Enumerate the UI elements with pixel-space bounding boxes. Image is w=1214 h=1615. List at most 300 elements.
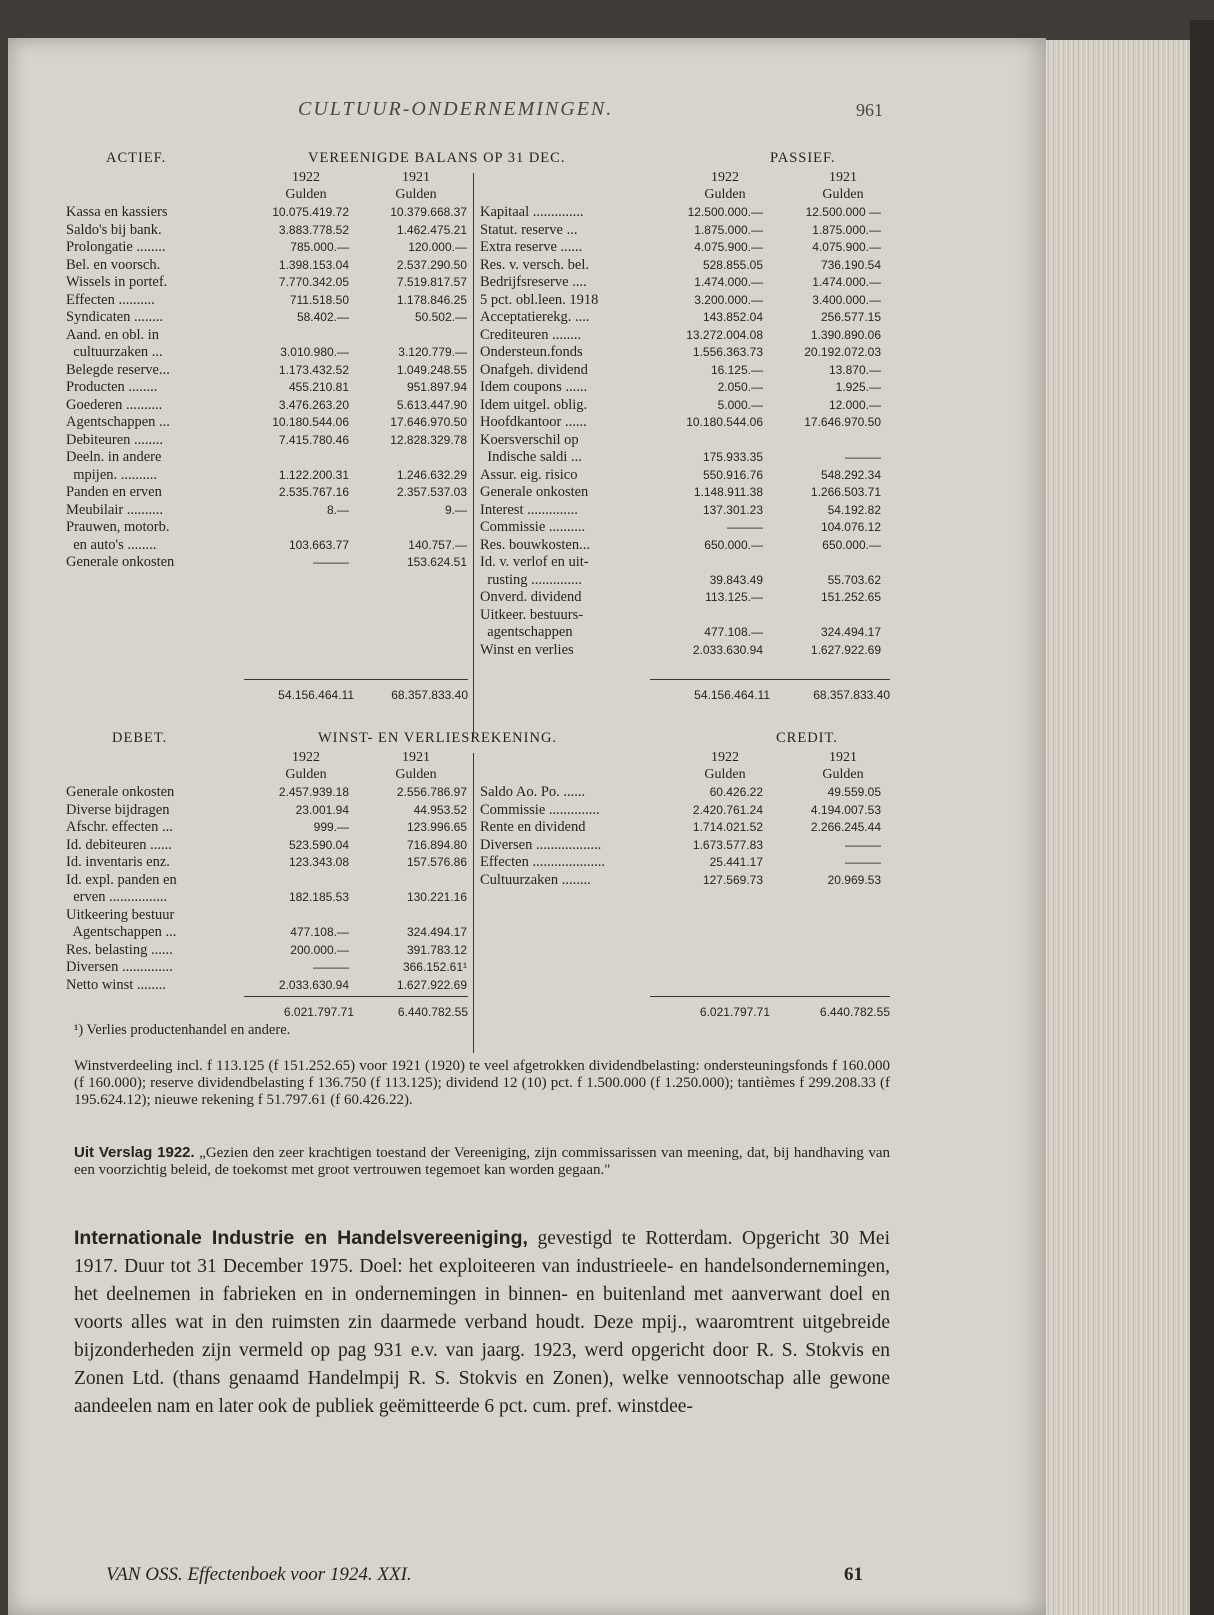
credit-row-value-1921: 4.194.007.53: [810, 802, 881, 817]
asset-row-value-1921: 2.537.290.50: [396, 257, 467, 272]
liability-row-label: Statut. reserve ...: [480, 221, 578, 238]
liability-row-label: Res. v. versch. bel.: [480, 256, 589, 273]
asset-row-value-1922: 785.000.—: [290, 240, 349, 254]
liability-row-value-1922: [658, 554, 763, 572]
debit-row-label: Netto winst ........: [66, 976, 166, 993]
debit-row: [66, 837, 467, 855]
pl-right-heading: CREDIT.: [776, 730, 838, 746]
pl-year-1921-left: 1921: [402, 750, 430, 765]
debit-row-label: Res. belasting ......: [66, 941, 173, 958]
asset-row-value-1922: 3.883.778.52: [278, 222, 349, 237]
liability-row: [480, 344, 881, 362]
liability-row: [480, 309, 881, 327]
debit-row: [66, 924, 467, 942]
liability-row-label: Ondersteun.fonds: [480, 344, 583, 360]
debit-row: [66, 854, 467, 872]
liability-row: [480, 589, 881, 607]
asset-row-value-1922: 7.770.342.05: [278, 275, 349, 289]
liability-row: [480, 449, 881, 467]
liability-row: [480, 239, 881, 257]
balance-unit-left-2: Gulden: [395, 187, 437, 202]
credit-row-value-1922: 60.426.22: [709, 785, 763, 799]
debit-row: [66, 784, 467, 802]
liability-row-value-1921: 4.075.900.—: [812, 240, 881, 254]
debit-row-label: Diversen ..............: [66, 959, 173, 975]
asset-row: [66, 467, 467, 485]
debit-row-value-1921: [349, 907, 467, 925]
credit-row-value-1921: 49.559.05: [827, 785, 881, 799]
balance-divider: [473, 173, 474, 738]
liability-row-value-1921: 17.646.970.50: [804, 415, 881, 429]
asset-row-label: Agentschappen ...: [66, 414, 170, 430]
liability-row-value-1921: 13.870.—: [828, 362, 881, 377]
debit-row-value-1922: 477.108.—: [290, 925, 349, 939]
liability-row-value-1922: 550.916.76: [702, 467, 763, 482]
liability-row-value-1922: 175.933.35: [702, 450, 763, 464]
asset-row: [66, 449, 467, 467]
liability-row: [480, 572, 881, 590]
asset-row-value-1921: 1.462.475.21: [396, 222, 467, 237]
debit-row: [66, 942, 467, 960]
asset-row: [66, 554, 467, 572]
debit-row-label: erven ................: [66, 889, 168, 905]
debit-row-value-1922: 2.033.630.94: [278, 977, 349, 992]
asset-row-label: Deeln. in andere: [66, 449, 162, 465]
asset-row-value-1922: 7.415.780.46: [278, 432, 349, 447]
asset-row-value-1921: 10.379.668.37: [390, 205, 467, 219]
debit-row: [66, 977, 467, 995]
asset-row: [66, 292, 467, 310]
page-sheet: [8, 38, 1046, 1615]
liability-row-value-1922: 5.000.—: [717, 397, 763, 412]
book-page-edges: [1040, 40, 1200, 1615]
pl-title: WINST- EN VERLIESREKENING.: [318, 730, 558, 746]
balance-title: VEREENIGDE BALANS OP 31 DEC.: [308, 150, 566, 166]
asset-row-value-1922: 10.180.544.06: [272, 415, 349, 429]
debit-row-value-1921: 1.627.922.69: [396, 977, 467, 992]
debit-row-value-1922: ———: [313, 960, 349, 974]
asset-row-value-1922: 1.122.200.31: [278, 467, 349, 482]
liability-row: [480, 484, 881, 502]
liability-row-value-1922: 113.125.—: [705, 590, 763, 604]
liability-row-value-1921: 650.000.—: [822, 537, 881, 552]
liability-row-value-1921: 12.000.—: [828, 397, 881, 412]
liability-row-value-1922: 16.125.—: [710, 362, 763, 377]
asset-row-label: Wissels in portef.: [66, 274, 168, 290]
credit-row-label: Commissie ..............: [480, 801, 600, 818]
asset-row-value-1922: 103.663.77: [288, 537, 349, 552]
verslag-quote: „Gezien den zeer krachtigen toestand der Vereeniging, zijn commissarissen van meening, dat, bij handhaving van een voorzichtig beleid, de toekomst met groot vertrouwen tegemoet kan worden gegaan.": [74, 1145, 891, 1178]
credit-row-value-1922: 127.569.73: [702, 872, 763, 887]
debit-row-value-1922: 2.457.939.18: [278, 785, 349, 799]
liability-row-value-1921: 1.925.—: [835, 380, 881, 394]
debit-row-value-1921: 366.152.61¹: [402, 960, 467, 974]
liability-row-label: Idem coupons ......: [480, 379, 588, 395]
liability-row: [480, 362, 881, 380]
liability-row: [480, 554, 881, 572]
asset-row-label: Syndicaten ........: [66, 309, 164, 325]
liability-row-label: rusting ..............: [480, 571, 582, 588]
debit-row-value-1921: 391.783.12: [406, 942, 467, 957]
asset-row: [66, 502, 467, 520]
debit-row: [66, 802, 467, 820]
asset-row-value-1922: 10.075.419.72: [272, 205, 349, 219]
liability-row: [480, 642, 881, 660]
asset-row-value-1921: [349, 519, 467, 537]
debit-row-value-1921: 716.894.80: [406, 837, 467, 852]
liability-row-label: Crediteuren ........: [480, 326, 582, 343]
liability-row: [480, 292, 881, 310]
credit-row-value-1921: 2.266.245.44: [810, 820, 881, 834]
liability-row-value-1921: 54.192.82: [827, 502, 881, 517]
liability-row-value-1922: 12.500.000.—: [687, 205, 763, 219]
credit-row-value-1921: 20.969.53: [827, 872, 881, 887]
asset-row-value-1922: 1.173.432.52: [278, 362, 349, 377]
pl-unit-left-1: Gulden: [285, 767, 327, 782]
liability-row-value-1922: 650.000.—: [704, 537, 763, 552]
liability-row-label: Indische saldi ...: [480, 449, 582, 465]
debit-row-label: Afschr. effecten ...: [66, 819, 173, 835]
liability-row-value-1922: ———: [727, 520, 763, 534]
assets-total-rule: [244, 679, 468, 680]
liability-row-value-1921: 1.875.000.—: [812, 222, 881, 237]
balance-unit-right-2: Gulden: [822, 187, 864, 202]
debit-row: [66, 889, 467, 907]
footer-sheet-number: 61: [844, 1564, 863, 1585]
debit-row: [66, 907, 467, 925]
credit-row-label: Effecten ....................: [480, 854, 605, 870]
liability-row-value-1922: 1.148.911.38: [693, 485, 763, 499]
credit-row-value-1921: ———: [845, 855, 881, 869]
liability-row-value-1922: 137.301.23: [702, 502, 763, 517]
liability-row: [480, 397, 881, 415]
asset-row: [66, 204, 467, 222]
asset-row-value-1922: 455.210.81: [288, 380, 349, 394]
asset-row-label: Producten ........: [66, 379, 158, 395]
liability-row-label: Extra reserve ......: [480, 239, 583, 255]
debit-total-1921: 6.440.782.55: [397, 1005, 468, 1019]
asset-row: [66, 432, 467, 450]
company-name: Internationale Industrie en Handelsvereeniging,: [74, 1227, 528, 1249]
balance-unit-left-1: Gulden: [285, 187, 327, 202]
liability-row-value-1921: [763, 607, 881, 625]
liability-row-label: Id. v. verlof en uit-: [480, 554, 589, 570]
debit-row-value-1921: 44.953.52: [413, 802, 467, 817]
asset-row-value-1922: 58.402.—: [296, 310, 349, 324]
liability-row-label: Interest ..............: [480, 501, 578, 518]
liability-row-value-1921: 1.390.890.06: [810, 327, 881, 342]
asset-row: [66, 362, 467, 380]
asset-row-label: Panden en erven: [66, 484, 162, 500]
asset-row-value-1921: 12.828.329.78: [390, 432, 467, 447]
pl-left-heading: DEBET.: [112, 730, 168, 746]
liability-row-label: Commissie ..........: [480, 519, 586, 535]
asset-row: [66, 484, 467, 502]
assets-list: [66, 204, 467, 572]
asset-row-label: en auto's ........: [66, 536, 157, 553]
asset-row-value-1921: 1.178.846.25: [396, 292, 467, 307]
balance-year-1922-left: 1922: [292, 170, 320, 185]
liability-row-value-1922: 1.875.000.—: [694, 222, 763, 237]
liability-row-value-1922: 2.050.—: [717, 380, 763, 394]
debit-row-value-1921: [349, 872, 467, 890]
liability-row: [480, 257, 881, 275]
liability-row: [480, 519, 881, 537]
liability-row-value-1921: 151.252.65: [820, 590, 881, 604]
asset-row-value-1922: [244, 327, 349, 345]
page-number: 961: [856, 100, 883, 120]
liability-row: [480, 502, 881, 520]
liability-row-label: Onverd. dividend: [480, 589, 582, 605]
debit-row-label: Id. debiteuren ......: [66, 836, 172, 853]
debit-row-value-1921: 130.221.16: [406, 890, 467, 904]
asset-row-label: Debiteuren ........: [66, 431, 164, 448]
liability-row-label: 5 pct. obl.leen. 1918: [480, 291, 599, 308]
debit-row-label: Id. expl. panden en: [66, 871, 177, 888]
liability-row-value-1922: [658, 432, 763, 450]
liability-row-value-1921: 256.577.15: [820, 310, 881, 324]
liability-row-label: Onafgeh. dividend: [480, 361, 588, 378]
asset-row-value-1921: 7.519.817.57: [396, 275, 467, 289]
asset-row-label: mpijen. ..........: [66, 466, 158, 483]
liability-row-value-1922: 143.852.04: [702, 310, 763, 324]
asset-row-label: cultuurzaken ...: [66, 344, 163, 360]
liability-row-label: Assur. eig. risico: [480, 466, 578, 483]
liability-row-value-1921: 55.703.62: [827, 572, 881, 587]
asset-row-value-1921: 50.502.—: [414, 310, 467, 324]
liability-row: [480, 624, 881, 642]
asset-row-value-1922: 711.518.50: [289, 292, 349, 307]
pl-unit-left-2: Gulden: [395, 767, 437, 782]
liability-row-value-1922: 1.474.000.—: [694, 275, 763, 289]
asset-row: [66, 327, 467, 345]
credit-total-rule: [650, 996, 890, 997]
debit-row-label: Diverse bijdragen: [66, 801, 170, 818]
debit-row-label: Uitkeering bestuur: [66, 906, 175, 923]
asset-row-label: Prolongatie ........: [66, 239, 166, 255]
debit-row-label: Agentschappen ...: [66, 924, 177, 940]
debit-list: [66, 784, 467, 994]
liability-row-label: Kapitaal ..............: [480, 204, 584, 220]
asset-row: [66, 309, 467, 327]
liability-row-value-1921: [763, 432, 881, 450]
pl-footnote: ¹) Verlies productenhandel en andere.: [74, 1022, 291, 1038]
asset-row-label: Generale onkosten: [66, 554, 175, 570]
company-entry: [74, 1224, 890, 1421]
asset-row-label: Saldo's bij bank.: [66, 221, 162, 238]
asset-row-value-1921: 9.—: [444, 502, 467, 517]
liability-row: [480, 379, 881, 397]
liability-row-value-1922: 528.855.05: [702, 257, 763, 272]
asset-row-value-1921: 3.120.779.—: [398, 345, 467, 359]
asset-row-label: Meubilair ..........: [66, 501, 164, 518]
liability-row-value-1921: 1.266.503.71: [810, 485, 881, 499]
balance-year-1921-right: 1921: [829, 170, 857, 185]
debit-total-1922: 6.021.797.71: [283, 1005, 354, 1019]
liability-row-value-1922: [658, 607, 763, 625]
liability-row-label: Koersverschil op: [480, 431, 579, 448]
liability-row-value-1922: 39.843.49: [709, 572, 763, 587]
credit-row: [480, 837, 881, 855]
debit-row-value-1922: 123.343.08: [288, 855, 349, 869]
asset-row-value-1922: [244, 519, 349, 537]
liabilities-total-1921: 68.357.833.40: [813, 688, 890, 702]
asset-row-label: Belegde reserve...: [66, 361, 170, 378]
liability-row-value-1921: [763, 554, 881, 572]
asset-row: [66, 397, 467, 415]
asset-row-value-1921: 951.897.94: [406, 380, 467, 394]
credit-row: [480, 784, 881, 802]
footer-source: VAN OSS. Effectenboek voor 1924. XXI.: [106, 1564, 412, 1585]
asset-row-label: Kassa en kassiers: [66, 204, 168, 220]
liability-row-label: agentschappen: [480, 624, 573, 640]
liability-row-value-1921: 548.292.34: [820, 467, 881, 482]
debit-row-value-1921: 2.556.786.97: [396, 785, 467, 799]
asset-row-value-1921: 1.246.632.29: [396, 467, 467, 482]
asset-row: [66, 274, 467, 292]
balance-unit-right-1: Gulden: [704, 187, 746, 202]
credit-row: [480, 819, 881, 837]
debit-row-value-1922: 999.—: [313, 820, 349, 834]
pl-year-1922-left: 1922: [292, 750, 320, 765]
liability-row: [480, 414, 881, 432]
credit-row-value-1922: 2.420.761.24: [692, 802, 763, 817]
liability-row-value-1921: 12.500.000 —: [805, 205, 881, 219]
balance-year-1922-right: 1922: [711, 170, 739, 185]
asset-row-label: Effecten ..........: [66, 291, 155, 308]
liability-row: [480, 274, 881, 292]
debit-row-label: Id. inventaris enz.: [66, 854, 170, 870]
liabilities-list: [480, 204, 881, 659]
asset-row-value-1921: 17.646.970.50: [390, 415, 467, 429]
asset-row: [66, 344, 467, 362]
liability-row-value-1921: 736.190.54: [820, 257, 881, 272]
asset-row: [66, 257, 467, 275]
credit-row-value-1921: ———: [845, 837, 881, 852]
liability-row-label: Uitkeer. bestuurs-: [480, 606, 584, 623]
debit-row-value-1921: 123.996.65: [406, 820, 467, 834]
verslag-paragraph: [74, 1144, 890, 1179]
liability-row: [480, 537, 881, 555]
liability-row: [480, 467, 881, 485]
debit-row-value-1922: 200.000.—: [290, 942, 349, 957]
assets-total-1922: 54.156.464.11: [278, 688, 354, 702]
pl-divider: [473, 753, 474, 1053]
asset-row-value-1921: 140.757.—: [408, 537, 467, 552]
asset-row: [66, 222, 467, 240]
credit-total-1921: 6.440.782.55: [819, 1005, 890, 1019]
debit-row-value-1922: 23.001.94: [295, 802, 349, 817]
asset-row-value-1921: [349, 449, 467, 467]
credit-list: [480, 784, 881, 889]
book-cover-shadow: [1190, 20, 1214, 1615]
liability-row-label: Res. bouwkosten...: [480, 536, 590, 553]
balance-right-heading: PASSIEF.: [770, 150, 836, 166]
verslag-label: Uit Verslag 1922.: [74, 1144, 195, 1161]
asset-row-label: Aand. en obl. in: [66, 326, 160, 343]
credit-row-value-1922: 1.673.577.83: [692, 837, 763, 852]
asset-row-value-1921: 2.357.537.03: [396, 485, 467, 499]
asset-row: [66, 414, 467, 432]
pl-year-1922-right: 1922: [711, 750, 739, 765]
asset-row-label: Goederen ..........: [66, 396, 163, 413]
liability-row-value-1921: 20.192.072.03: [804, 345, 881, 359]
credit-row: [480, 872, 881, 890]
debit-row-value-1922: 523.590.04: [288, 837, 349, 852]
debit-row: [66, 819, 467, 837]
debit-row: [66, 959, 467, 977]
pl-unit-right-2: Gulden: [822, 767, 864, 782]
liability-row-label: Generale onkosten: [480, 484, 589, 500]
debit-row-value-1921: 157.576.86: [406, 855, 467, 869]
asset-row: [66, 519, 467, 537]
liability-row-value-1922: 3.200.000.—: [694, 292, 763, 307]
liability-row-value-1922: 10.180.544.06: [686, 415, 763, 429]
liability-row-value-1922: 477.108.—: [704, 625, 763, 639]
liability-row-value-1922: 4.075.900.—: [694, 240, 763, 254]
pl-year-1921-right: 1921: [829, 750, 857, 765]
credit-total-1922: 6.021.797.71: [699, 1005, 770, 1019]
company-description: gevestigd te Rotterdam. Opgericht 30 Mei 1917. Duur tot 31 December 1975. Doel: het exploiteeren van industrieele- en handelsondernemingen, het deelnemen in fabrieken en in ondernemingen in binnen- en buitenland met aanverwant doel en voorts alles wat in den ruimsten zin daarmede verband houdt. Deze mpij., waaromtrent uitgebreide bijzonderheden zijn vermeld op pag 931 e.v. van jaarg. 1923, werd opgericht door R. S. Stokvis en Zonen Ltd. (thans genaamd Handelmpij R. S. Stokvis en Zonen), welke vennootschap alle gewone aandeelen nam en later ook de publiek geëmitteerde 6 pct. cum. pref. winstdee-: [74, 1228, 890, 1417]
balance-year-1921-left: 1921: [402, 170, 430, 185]
asset-row-value-1921: 5.613.447.90: [396, 397, 467, 412]
liability-row-value-1921: 1.627.922.69: [810, 642, 881, 657]
debit-row-value-1922: [244, 907, 349, 925]
asset-row-value-1922: 1.398.153.04: [278, 257, 349, 272]
liability-row: [480, 327, 881, 345]
asset-row-value-1922: 2.535.767.16: [278, 485, 349, 499]
debit-row-value-1921: 324.494.17: [406, 925, 467, 939]
asset-row-label: Prauwen, motorb.: [66, 519, 170, 535]
asset-row-value-1922: 3.010.980.—: [280, 345, 349, 359]
liability-row-value-1922: 13.272.004.08: [686, 327, 763, 342]
credit-row-label: Saldo Ao. Po. ......: [480, 784, 586, 800]
winstverdeeling-paragraph: Winstverdeeling incl. f 113.125 (f 151.252.65) voor 1921 (1920) te veel afgetrokken dividendbelasting: ondersteuningsfonds f 160.000 (f 160.000); reserve dividendbelasting f 136.750 (f 113.125); dividend 12 (10) pct. f 1.500.000 (f 1.250.000); tantièmes f 299.208.33 (f 195.624.12); nieuwe rekening f 51.797.61 (f 60.426.22).: [74, 1058, 890, 1108]
liability-row-value-1922: 2.033.630.94: [692, 642, 763, 657]
debit-row: [66, 872, 467, 890]
asset-row-value-1921: [349, 327, 467, 345]
liability-row: [480, 204, 881, 222]
debit-row-value-1922: [244, 872, 349, 890]
running-head: CULTUUR-ONDERNEMINGEN.: [298, 98, 614, 120]
liabilities-total-1922: 54.156.464.11: [694, 688, 770, 702]
liability-row-label: Winst en verlies: [480, 641, 574, 658]
liability-row-value-1921: 3.400.000.—: [812, 292, 881, 307]
liabilities-total-rule: [650, 679, 890, 680]
liability-row: [480, 222, 881, 240]
asset-row-value-1922: ———: [313, 555, 349, 569]
liability-row-label: Bedrijfsreserve ....: [480, 274, 587, 290]
credit-row-value-1922: 25.441.17: [709, 855, 763, 869]
pl-unit-right-1: Gulden: [704, 767, 746, 782]
assets-total-1921: 68.357.833.40: [391, 688, 468, 702]
asset-row-value-1921: 120.000.—: [408, 240, 467, 254]
liability-row-value-1921: 1.474.000.—: [812, 275, 881, 289]
liability-row: [480, 432, 881, 450]
credit-row-label: Diversen ..................: [480, 836, 602, 853]
liability-row-value-1921: 324.494.17: [820, 625, 881, 639]
credit-row-label: Rente en dividend: [480, 819, 586, 835]
credit-row: [480, 854, 881, 872]
asset-row: [66, 379, 467, 397]
asset-row-value-1921: 153.624.51: [406, 555, 467, 569]
liability-row-label: Acceptatierekg. ....: [480, 309, 590, 325]
liability-row: [480, 607, 881, 625]
liability-row-label: Idem uitgel. oblig.: [480, 396, 588, 413]
debit-row-value-1922: 182.185.53: [288, 890, 349, 904]
asset-row-value-1922: [244, 449, 349, 467]
asset-row: [66, 537, 467, 555]
